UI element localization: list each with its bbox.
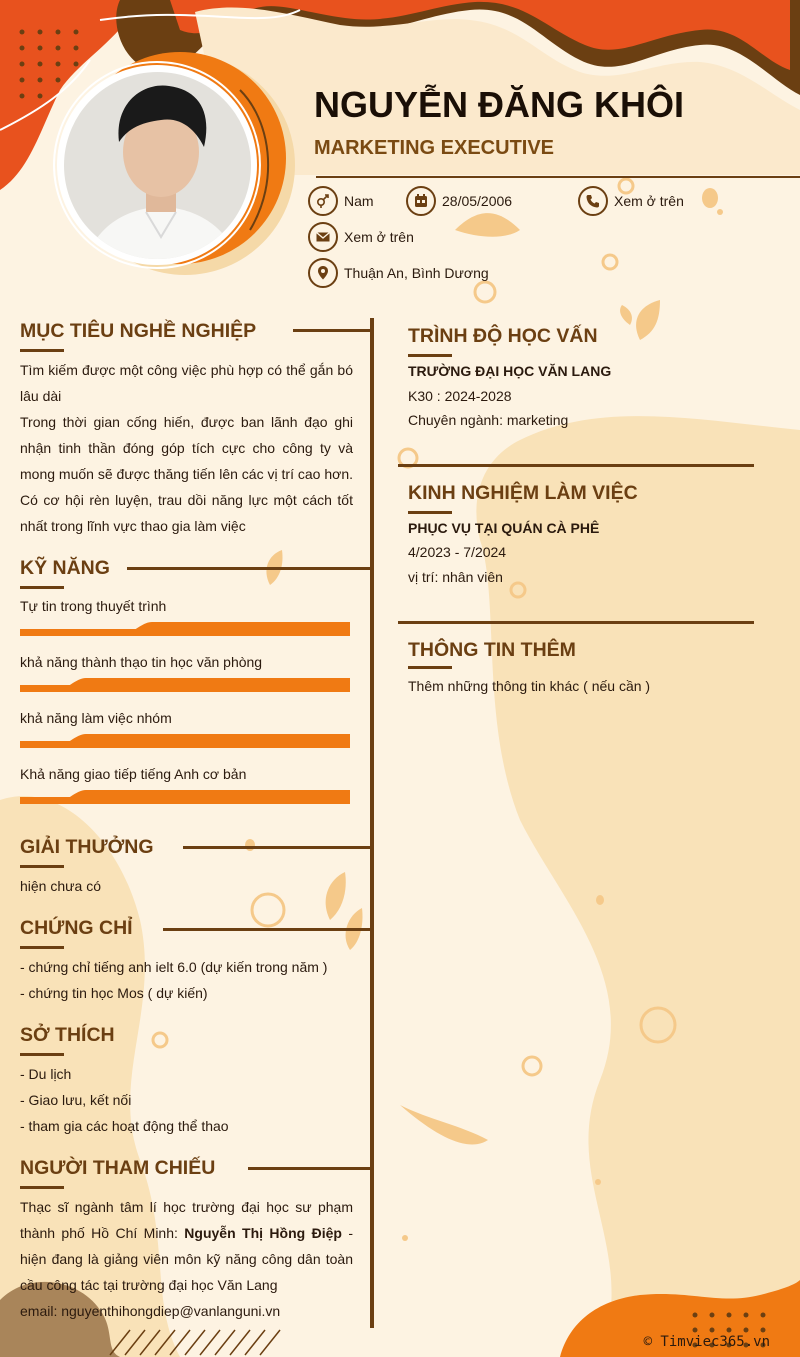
certificates-line xyxy=(163,928,373,931)
objective-underline xyxy=(20,349,64,352)
education-major: Chuyên ngành: marketing xyxy=(408,412,569,428)
skill-label: khả năng làm việc nhóm xyxy=(20,710,172,726)
references-desc-before: Thạc sĩ ngành tâm lí học trường đại học sư phạm thành phố Hồ Chí Minh: xyxy=(20,1199,353,1241)
location-pin-icon xyxy=(308,258,338,288)
profile-photo xyxy=(60,68,255,263)
experience-title: KINH NGHIỆM LÀM VIỆC xyxy=(408,482,638,504)
skill-bar-fill xyxy=(56,790,350,804)
experience-position: PHỤC VỤ TẠI QUÁN CÀ PHÊ xyxy=(408,520,600,536)
gender-value: Nam xyxy=(344,193,374,209)
references-title: NGƯỜI THAM CHIẾU xyxy=(20,1157,216,1179)
skill-label: Tự tin trong thuyết trình xyxy=(20,598,167,614)
contact-email xyxy=(308,222,414,252)
objective-line xyxy=(293,329,373,332)
reference-email: email: nguyenthihongdiep@vanlanguni.vn xyxy=(20,1303,281,1319)
experience-underline xyxy=(408,511,452,514)
extra-title: THÔNG TIN THÊM xyxy=(408,639,576,661)
job-title: MARKETING EXECUTIVE xyxy=(314,137,555,159)
contact-phone xyxy=(578,186,684,216)
contact-address xyxy=(308,258,489,288)
skill-label: Khả năng giao tiếp tiếng Anh cơ bản xyxy=(20,766,247,782)
awards-text: hiện chưa có xyxy=(20,878,101,894)
reference-person: Nguyễn Thị Hồng Điệp xyxy=(184,1225,342,1241)
address-value: Thuận An, Bình Dương xyxy=(344,265,489,281)
education-underline xyxy=(408,354,452,357)
awards-line xyxy=(183,846,373,849)
gender-icon xyxy=(308,186,338,216)
header-divider xyxy=(316,176,800,178)
objective-text: Tìm kiếm được một công việc phù hợp có thể gắn bó lâu dài Trong thời gian cống hiến, được ban lãnh đạo ghi nhận tinh thần đóng góp tích cực cho công ty và mong muốn sẽ được thăng tiến lên các vị trí cao hơn. Có cơ hội rèn luyện, trau dồi năng lực một cách tốt nhất trong lĩnh vực thao gia làm việc xyxy=(20,362,353,534)
hobbies-list xyxy=(20,1061,360,1139)
email-value: Xem ở trên xyxy=(344,229,414,245)
phone-icon xyxy=(578,186,608,216)
education-title: TRÌNH ĐỘ HỌC VẤN xyxy=(408,325,598,347)
candidate-name: NGUYỄN ĐĂNG KHÔI xyxy=(314,84,685,125)
certificates-title: CHỨNG CHỈ xyxy=(20,917,133,939)
awards-underline xyxy=(20,865,64,868)
email-icon xyxy=(308,222,338,252)
skill-bar-fill xyxy=(122,622,350,636)
calendar-icon xyxy=(406,186,436,216)
experience-period: 4/2023 - 7/2024 xyxy=(408,544,507,560)
hobby-item: - Giao lưu, kết nối xyxy=(20,1092,132,1108)
education-course: K30 : 2024-2028 xyxy=(408,388,512,404)
skill-bar-fill xyxy=(56,734,350,748)
references-desc-after: - hiện đang là giảng viên môn kỹ năng công dân toàn cầu công tác tại trường đại học Văn Lang xyxy=(20,1225,353,1293)
references-underline xyxy=(20,1186,64,1189)
skill-label: khả năng thành thạo tin học văn phòng xyxy=(20,654,263,670)
contact-gender xyxy=(308,186,374,216)
certificates-list xyxy=(20,954,360,1006)
skills-underline xyxy=(20,586,64,589)
education-school: TRƯỜNG ĐẠI HỌC VĂN LANG xyxy=(408,363,612,379)
extra-text: Thêm những thông tin khác ( nếu cần ) xyxy=(408,678,651,694)
awards-title: GIẢI THƯỞNG xyxy=(20,836,154,858)
skill-level-bar xyxy=(20,678,350,692)
skills-title: KỸ NĂNG xyxy=(20,557,110,579)
skill-bar-fill xyxy=(56,678,350,692)
experience-divider xyxy=(398,621,754,624)
references-line xyxy=(248,1167,373,1170)
certificate-item: - chứng chỉ tiếng anh ielt 6.0 (dự kiến trong năm ) xyxy=(20,959,328,975)
phone-value: Xem ở trên xyxy=(614,193,684,209)
hobbies-underline xyxy=(20,1053,64,1056)
skill-level-bar xyxy=(20,734,350,748)
watermark: © Timviec365.vn xyxy=(643,1334,770,1350)
hobbies-title: SỞ THÍCH xyxy=(20,1024,115,1046)
education-divider xyxy=(398,464,754,467)
birthday-value: 28/05/2006 xyxy=(442,193,513,209)
hobby-item: - Du lịch xyxy=(20,1066,72,1082)
skills-line xyxy=(127,567,373,570)
objective-title: MỤC TIÊU NGHỀ NGHIỆP xyxy=(20,320,257,342)
hobby-item: - tham gia các hoạt động thể thao xyxy=(20,1118,229,1134)
extra-underline xyxy=(408,666,452,669)
certificate-item: - chứng tin học Mos ( dự kiến) xyxy=(20,985,208,1001)
skill-level-bar xyxy=(20,622,350,636)
skill-level-bar xyxy=(20,790,350,804)
references-text xyxy=(20,1194,353,1298)
experience-role: vị trí: nhân viên xyxy=(408,569,503,585)
contact-birthday xyxy=(406,186,512,216)
column-divider xyxy=(370,318,374,1328)
certificates-underline xyxy=(20,946,64,949)
